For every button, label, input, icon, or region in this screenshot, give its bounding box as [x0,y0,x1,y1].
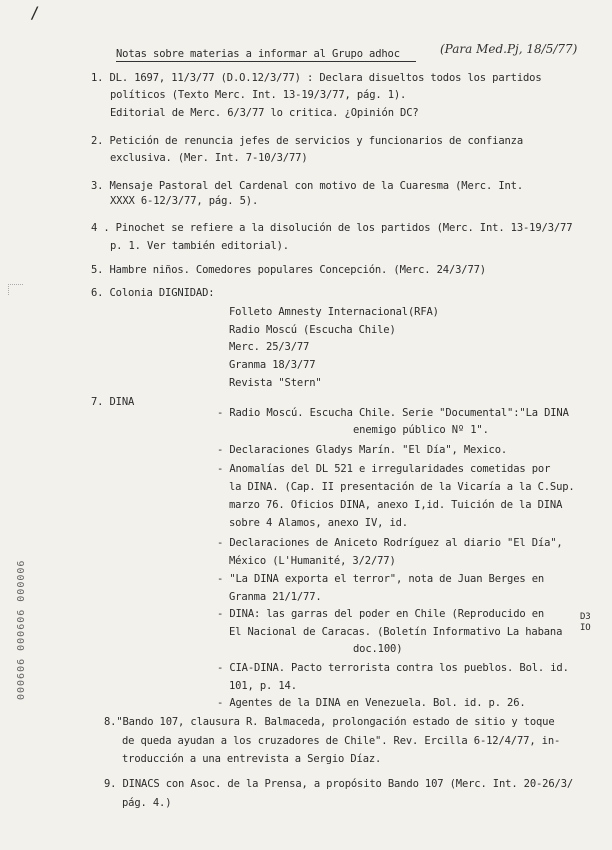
title-underline [116,61,416,62]
item-7c-line-3: marzo 76. Oficios DINA, anexo I,id. Tuición de la DINA [229,499,563,511]
item-6-source-1: Folleto Amnesty Internacional(RFA) [229,306,439,318]
item-5: 5. Hambre niños. Comedores populares Concepción. (Merc. 24/3/77) [91,264,486,276]
item-7f-line-2: El Nacional de Caracas. (Boletín Informativo La habana [229,626,563,638]
item-8-line-1: 8."Bando 107, clausura R. Balmaceda, prolongación estado de sitio y toque [104,716,555,728]
item-3-line-1: 3. Mensaje Pastoral del Cardenal con motivo de la Cuaresma (Merc. Int. [91,180,524,192]
item-1-line-3: Editorial de Merc. 6/3/77 lo critica. ¿Opinión DC? [110,107,419,119]
item-6: 6. Colonia DIGNIDAD: [91,287,215,299]
item-6-source-3: Merc. 25/3/77 [229,341,310,353]
item-7e-line-1: - "La DINA exporta el terror", nota de Juan Berges en [217,573,545,585]
item-7d-line-1: - Declaraciones de Aniceto Rodríguez al diario "El Día", [217,537,563,549]
item-4-line-1: 4 . Pinochet se refiere a la disolución de los partidos (Merc. Int. 13-19/3/77 [91,222,573,234]
item-6-source-4: Granma 18/3/77 [229,359,316,371]
item-7c-line-4: sobre 4 Alamos, anexo IV, id. [229,517,408,529]
item-7d-line-2: México (L'Humanité, 3/2/77) [229,555,396,567]
item-7f-line-3: doc.100) [353,643,403,655]
page-title: Notas sobre materias a informar al Grupo adhoc [116,48,400,60]
item-6-source-5: Revista "Stern" [229,377,322,389]
item-7a-line-2: enemigo público Nº 1". [353,424,489,436]
item-7c-line-1: - Anomalías del DL 521 e irregularidades cometidas por [217,463,551,475]
item-1-line-1: 1. DL. 1697, 11/3/77 (D.O.12/3/77) : Declara disueltos todos los partidos [91,72,542,84]
item-8-line-2: de queda ayudan a los cruzadores de Chile". Rev. Ercilla 6-12/4/77, in- [122,735,561,747]
margin-mark: / [30,3,40,22]
item-9-line-2: pág. 4.) [122,797,172,809]
item-7: 7. DINA [91,396,135,408]
item-8-line-3: troducción a una entrevista a Sergio Díaz. [122,753,382,765]
item-3-line-2: XXXX 6-12/3/77, pág. 5). [110,195,259,207]
side-stamp: 000606 000606 000006 [16,559,27,700]
item-7c-line-2: la DINA. (Cap. II presentación de la Vicaría a la C.Sup. [229,481,575,493]
item-4-line-2: p. 1. Ver también editorial). [110,240,289,252]
item-7a-line-1: - Radio Moscú. Escucha Chile. Serie "Documental":"La DINA [217,407,569,419]
corner-mark [8,284,23,295]
item-7b: - Declaraciones Gladys Marín. "El Día", Mexico. [217,444,508,456]
item-7e-line-2: Granma 21/1/77. [229,591,322,603]
item-9-line-1: 9. DINACS con Asoc. de la Prensa, a propósito Bando 107 (Merc. Int. 20-26/3/ [104,778,574,790]
handwritten-note: (Para Med.Pj, 18/5/77) [440,42,578,56]
item-6-source-2: Radio Moscú (Escucha Chile) [229,324,396,336]
item-7g-line-1: - CIA-DINA. Pacto terrorista contra los pueblos. Bol. id. [217,662,569,674]
item-2-line-1: 2. Petición de renuncia jefes de servicios y funcionarios de confianza [91,135,524,147]
item-7f-line-1: - DINA: las garras del poder en Chile (Reproducido en [217,608,545,620]
right-margin-marks: D3 IO [580,612,591,633]
item-7g-line-2: 101, p. 14. [229,680,297,692]
item-7h: - Agentes de la DINA en Venezuela. Bol. id. p. 26. [217,697,526,709]
item-2-line-2: exclusiva. (Mer. Int. 7-10/3/77) [110,152,308,164]
item-1-line-2: políticos (Texto Merc. Int. 13-19/3/77, pág. 1). [110,89,407,101]
